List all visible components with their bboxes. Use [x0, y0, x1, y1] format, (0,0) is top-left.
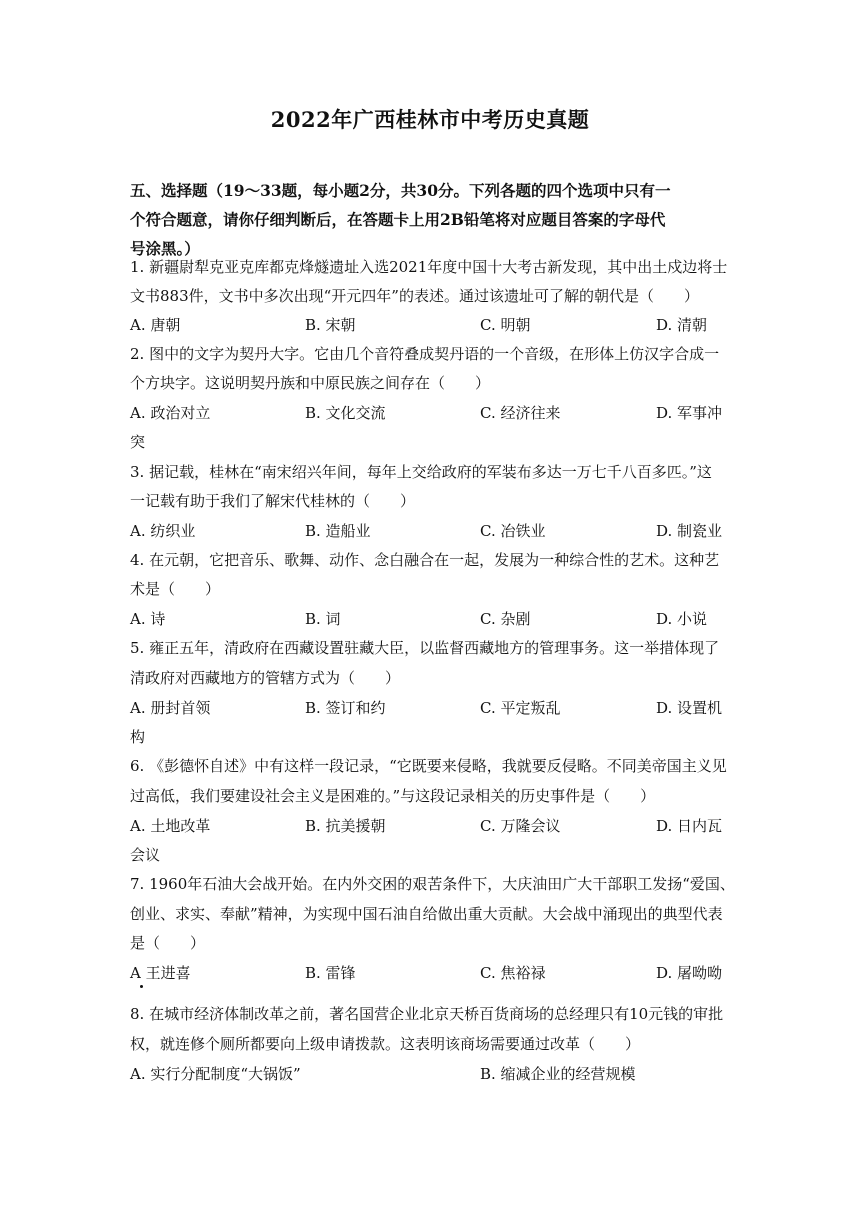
question-7-line-1: 7. 1960年石油大会战开始。在内外交困的艰苦条件下，大庆油田广大干部职工发扬“爱国、	[130, 875, 735, 893]
question-4-option-d: D. 小说	[656, 610, 708, 628]
question-7-option-a: A 王进喜	[130, 964, 191, 982]
question-3-option-d: D. 制瓷业	[656, 522, 723, 540]
question-7-option-c: C. 焦裕禄	[480, 964, 546, 982]
question-8-option-a: A. 实行分配制度“大锅饭”	[130, 1065, 301, 1083]
question-6-line-1: 6. 《彭德怀自述》中有这样一段记录，“它既要来侵略，我就要反侵略。不同美帝国主义见	[130, 757, 727, 775]
section-heading-line-2: 个符合题意，请你仔细判断后，在答题卡上用2B铅笔将对应题目答案的字母代	[130, 210, 666, 229]
question-1-line-1: 1. 新疆尉犁克亚克库都克烽燧遗址入选2021年度中国十大考古新发现，其中出土戍边将士	[130, 258, 728, 276]
question-2-line-1: 2. 图中的文字为契丹大字。它由几个音符叠成契丹语的一个音级，在形体上仿汉字合成一	[130, 345, 720, 363]
question-7-option-d: D. 屠呦呦	[656, 964, 723, 982]
question-7-line-3: 是（ ）	[130, 934, 206, 952]
question-2-option-d-wrap: 突	[130, 433, 146, 451]
question-4-option-b: B. 词	[305, 610, 341, 628]
question-5-line-1: 5. 雍正五年，清政府在西藏设置驻藏大臣，以监督西藏地方的管理事务。这一举措体现了	[130, 639, 720, 657]
question-5-option-c: C. 平定叛乱	[480, 699, 561, 717]
question-6-line-2: 过高低，我们要建设社会主义是困难的。”与这段记录相关的历史事件是（ ）	[130, 787, 656, 805]
question-6-option-d-wrap: 会议	[130, 846, 161, 864]
question-1-option-b: B. 宋朝	[305, 316, 356, 334]
question-8-option-b: B. 缩减企业的经营规模	[480, 1065, 636, 1083]
question-3-line-1: 3. 据记载，桂林在“南宋绍兴年间，每年上交给政府的军装布多达一万七千八百多匹。”这	[130, 463, 712, 481]
question-3-option-c: C. 冶铁业	[480, 522, 546, 540]
question-5-option-a: A. 册封首领	[130, 699, 211, 717]
section-heading-line-3: 号涂黑。）	[130, 239, 200, 258]
question-2-option-c: C. 经济往来	[480, 404, 561, 422]
question-2-option-b: B. 文化交流	[305, 404, 386, 422]
question-6-option-c: C. 万隆会议	[480, 817, 561, 835]
question-5-option-d-wrap: 构	[130, 728, 146, 746]
question-6-option-b: B. 抗美援朝	[305, 817, 386, 835]
dot-marker	[140, 985, 143, 988]
question-8-line-2: 权，就连修个厕所都要向上级申请拨款。这表明该商场需要通过改革（ ）	[130, 1035, 641, 1053]
page-title: 2022年广西桂林市中考历史真题	[270, 107, 590, 132]
question-5-line-2: 清政府对西藏地方的管辖方式为（ ）	[130, 669, 401, 687]
question-1-option-a: A. 唐朝	[130, 316, 181, 334]
question-5-option-d: D. 设置机	[656, 699, 723, 717]
question-6-option-a: A. 土地改革	[130, 817, 211, 835]
question-1-option-d: D. 清朝	[656, 316, 708, 334]
question-2-option-a: A. 政治对立	[130, 404, 211, 422]
question-3-option-a: A. 纺织业	[130, 522, 196, 540]
question-5-option-b: B. 签订和约	[305, 699, 386, 717]
section-heading-line-1: 五、选择题（19～33题，每小题2分，共30分。下列各题的四个选项中只有一	[130, 181, 671, 200]
question-1-option-c: C. 明朝	[480, 316, 531, 334]
question-1-line-2: 文书883件，文书中多次出现“开元四年”的表述。通过该遗址可了解的朝代是（ ）	[130, 287, 699, 305]
question-3-option-b: B. 造船业	[305, 522, 371, 540]
question-8-line-1: 8. 在城市经济体制改革之前，著名国营企业北京天桥百货商场的总经理只有10元钱的审批	[130, 1005, 724, 1023]
question-4-line-2: 术是（ ）	[130, 580, 221, 598]
question-7-line-2: 创业、求实、奉献”精神，为实现中国石油自给做出重大贡献。大会战中涌现出的典型代表	[130, 905, 723, 923]
question-2-option-d: D. 军事冲	[656, 404, 723, 422]
question-4-line-1: 4. 在元朝，它把音乐、歌舞、动作、念白融合在一起，发展为一种综合性的艺术。这种艺	[130, 551, 720, 569]
question-6-option-d: D. 日内瓦	[656, 817, 723, 835]
question-4-option-a: A. 诗	[130, 610, 166, 628]
question-3-line-2: 一记载有助于我们了解宋代桂林的（ ）	[130, 492, 416, 510]
question-2-line-2: 个方块字。这说明契丹族和中原民族之间存在（ ）	[130, 374, 491, 392]
question-4-option-c: C. 杂剧	[480, 610, 531, 628]
question-7-option-b: B. 雷锋	[305, 964, 356, 982]
